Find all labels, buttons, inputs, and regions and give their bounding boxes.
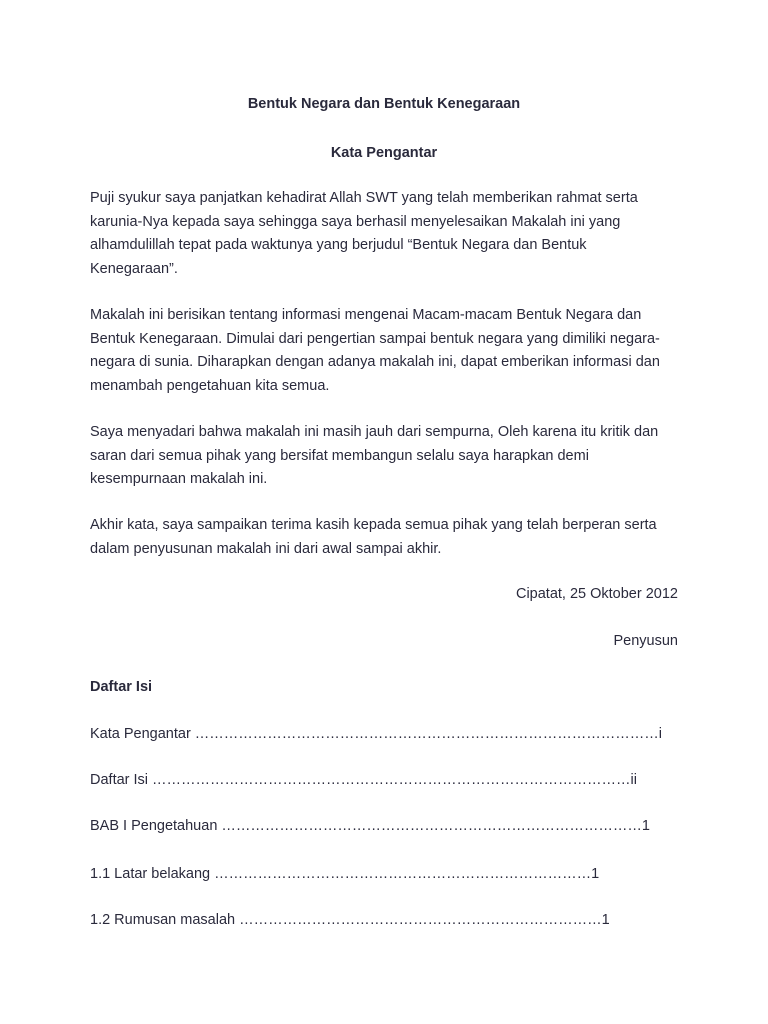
toc-entry: Kata Pengantar ……………………………………………………………………………………i [90, 726, 663, 742]
document-title: Bentuk Negara dan Bentuk Kenegaraan [247, 96, 521, 112]
toc-heading: Daftar Isi [90, 679, 153, 695]
signature-label: Penyusun [613, 633, 678, 649]
section-title-kata-pengantar: Kata Pengantar [330, 145, 438, 161]
toc-entry: BAB I Pengetahuan ……………………………………………………………………………1 [90, 818, 650, 834]
toc-entry: 1.2 Rumusan masalah …………………………………………………………………1 [90, 912, 610, 928]
paragraph-2: Makalah ini berisikan tentang informasi mengenai Macam-macam Bentuk Negara dan Bentuk Kenegaraan. Dimulai dari pengertian sampai bentuk negara yang dimiliki negara-negara di sunia. Diharapkan dengan adanya makalah ini, dapat emberikan informasi dan menambah pengetahuan kita semua. [90, 307, 660, 394]
paragraph-3: Saya menyadari bahwa makalah ini masih jauh dari sempurna, Oleh karena itu kritik dan saran dari semua pihak yang bersifat membangun selalu saya harapkan demi kesempurnaan makalah ini. [90, 424, 659, 487]
place-date: Cipatat, 25 Oktober 2012 [515, 586, 678, 602]
toc-entry: 1.1 Latar belakang ……………………………………………………………………1 [90, 866, 600, 882]
paragraph-4: Akhir kata, saya sampaikan terima kasih kepada semua pihak yang telah berperan serta dalam penyusunan makalah ini dari awal sampai akhir. [90, 517, 657, 557]
toc-entry: Daftar Isi ………………………………………………………………………………………ii [90, 772, 637, 788]
paragraph-1: Puji syukur saya panjatkan kehadirat Allah SWT yang telah memberikan rahmat serta karunia-Nya kepada saya sehingga saya berhasil menyelesaikan Makalah ini yang alhamdulillah tepat pada waktunya yang berjudul “Bentuk Negara dan Bentuk Kenegaraan”. [90, 190, 638, 277]
